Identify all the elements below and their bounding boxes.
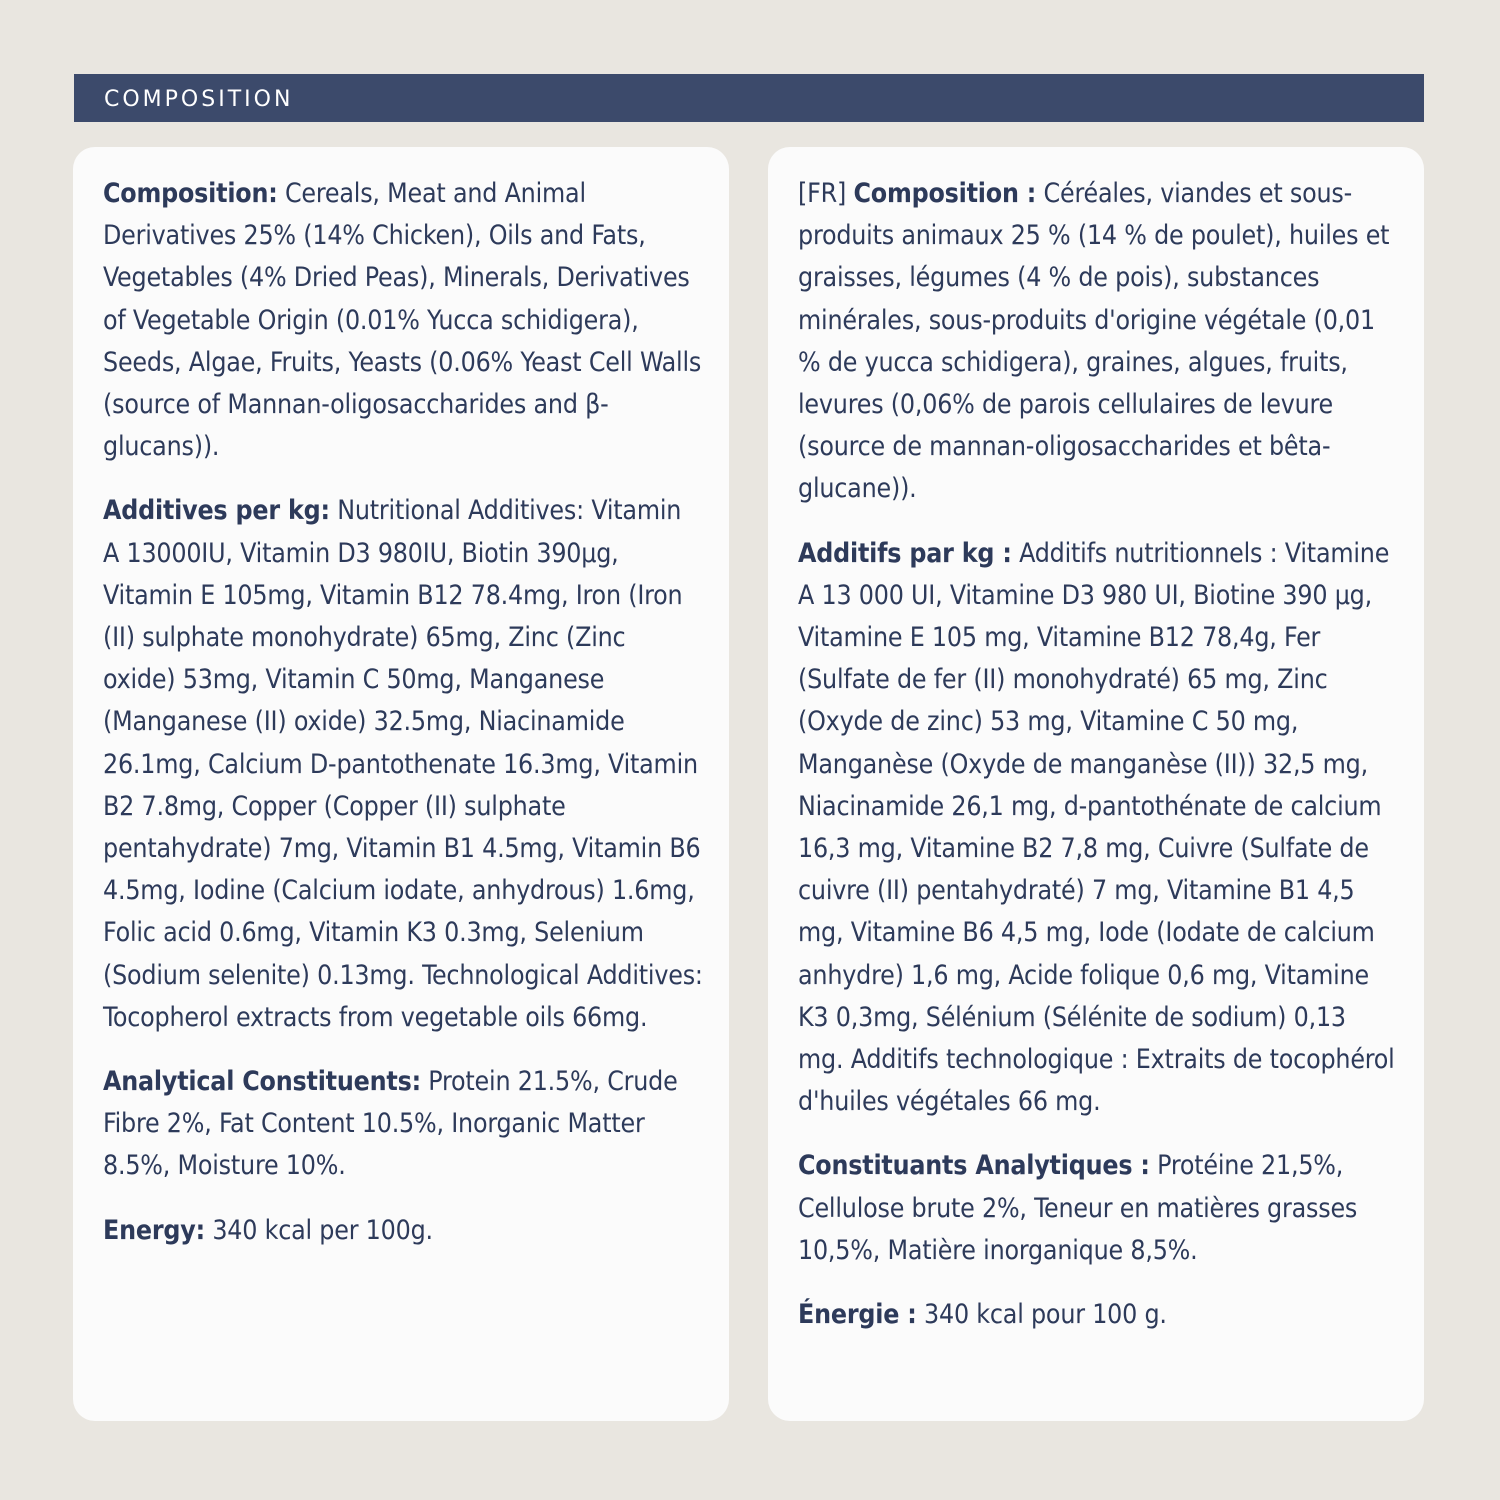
fr-composition-text: Céréales, viandes et sous-produits animaux 25 % (14 % de poulet), huiles et graisses, légumes (4 % de pois), substances minérales, sous-produits d'origine végétale (0,01 % de yucca schidigera), graines, algues, fruits, levures (0,06% de parois cellulaires de levure (source de mannan-oligosaccharides et bêta-glucane)). — [798, 178, 1390, 505]
header-bar — [74, 74, 1424, 122]
en-additives-text: Nutritional Additives: Vitamin A 13000IU, Vitamin D3 980IU, Biotin 390µg, Vitamin E 105mg, Vitamin B12 78.4mg, Iron (Iron (II) sulphate monohydrate) 65mg, Zinc (Zinc oxide) 53mg, Vitamin C 50mg, Manganese (Manganese (II) oxide) 32.5mg, Niacinamide 26.1mg, Calcium D-pantothenate 16.3mg, Vitamin B2 7.8mg, Copper (Copper (II) sulphate pentahydrate) 7mg, Vitamin B1 4.5mg, Vitamin B6 4.5mg, Iodine (Calcium iodate, anhydrous) 1.6mg, Folic acid 0.6mg, Vitamin K3 0.3mg, Selenium (Sodium selenite) 0.13mg. Technological Additives: Tocopherol extracts from vegetable oils 66mg. — [103, 495, 703, 1033]
fr-energy-paragraph — [798, 1294, 1398, 1336]
en-analytical-label: Analytical Constituents: — [103, 1066, 421, 1098]
en-composition-text: Cereals, Meat and Animal Derivatives 25% (14% Chicken), Oils and Fats, Vegetables (4% Dried Peas), Minerals, Derivatives of Vegetable Origin (0.01% Yucca schidigera), Seeds, Algae, Fruits, Yeasts (0.06% Yeast Cell Walls (source of Mannan-oligosaccharides and β-glucans)). — [103, 178, 702, 463]
fr-energy-label: Énergie : — [798, 1299, 917, 1331]
en-analytical-paragraph — [103, 1061, 703, 1188]
fr-additives-label: Additifs par kg : — [798, 537, 1012, 569]
en-composition-paragraph — [103, 173, 703, 468]
fr-additives-paragraph — [798, 533, 1398, 1124]
fr-analytical-label: Constituants Analytiques : — [798, 1150, 1150, 1182]
en-energy-text: 340 kcal per 100g. — [204, 1214, 433, 1246]
en-composition-label: Composition: — [103, 178, 278, 209]
fr-energy-text: 340 kcal pour 100 g. — [916, 1299, 1167, 1331]
en-analytical-text: Protein 21.5%, Crude Fibre 2%, Fat Content 10.5%, Inorganic Matter 8.5%, Moisture 10%. — [103, 1066, 678, 1182]
en-energy-label: Energy: — [103, 1214, 205, 1246]
fr-analytical-text: Protéine 21,5%, Cellulose brute 2%, Teneur en matières grasses 10,5%, Matière inorganique 8,5%. — [798, 1150, 1358, 1266]
fr-composition-paragraph — [798, 173, 1398, 511]
en-additives-label: Additives per kg: — [103, 495, 330, 527]
en-additives-paragraph — [103, 490, 703, 1039]
french-panel — [768, 147, 1424, 1421]
fr-composition-label: Composition : — [853, 178, 1037, 209]
fr-analytical-paragraph — [798, 1145, 1398, 1272]
en-energy-paragraph — [103, 1210, 703, 1252]
english-panel — [73, 147, 729, 1421]
header-title: COMPOSITION — [104, 86, 294, 112]
fr-additives-text: Additifs nutritionnels : Vitamine A 13 000 UI, Vitamine D3 980 UI, Biotine 390 µg, Vitamine E 105 mg, Vitamine B12 78,4g, Fer (Sulfate de fer (II) monohydraté) 65 mg, Zinc (Oxyde de zinc) 53 mg, Vitamine C 50 mg, Manganèse (Oxyde de manganèse (II)) 32,5 mg, Niacinamide 26,1 mg, d-pantothénate de calcium 16,3 mg, Vitamine B2 7,8 mg, Cuivre (Sulfate de cuivre (II) pentahydraté) 7 mg, Vitamine B1 4,5 mg, Vitamine B6 4,5 mg, Iode (Iodate de calcium anhydre) 1,6 mg, Acide folique 0,6 mg, Vitamine K3 0,3mg, Sélénium (Sélénite de sodium) 0,13 mg. Additifs technologique : Extraits de tocophérol d'huiles végétales 66 mg. — [798, 537, 1395, 1118]
fr-language-tag: [FR] — [798, 178, 854, 209]
